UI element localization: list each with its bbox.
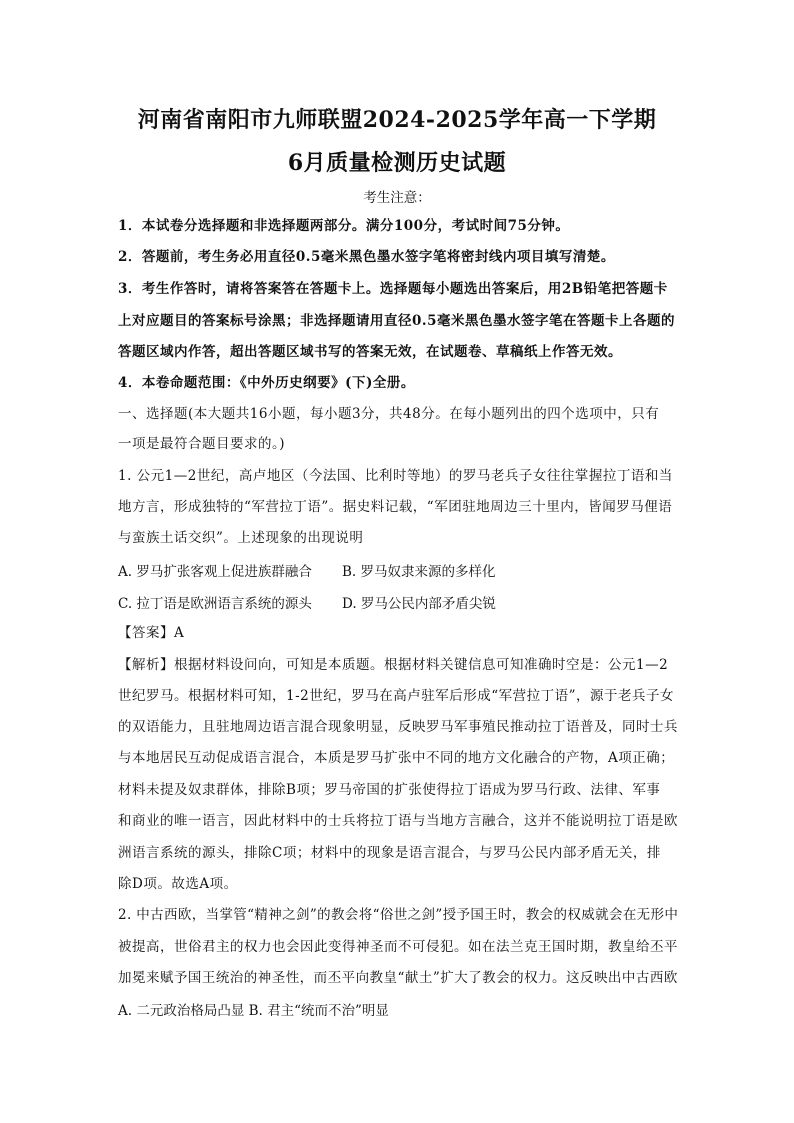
notice-item: 3．考生作答时，请将答案答在答题卡上。选择题每小题选出答案后，用2B铅笔把答题卡 [118,281,668,297]
question-1-option-d: D. 罗马公民内部矛盾尖锐 [342,596,496,612]
question-2-stem: 加冕来赋予国王统治的神圣性，而丕平向教皇“献土”扩大了教会的权力。这反映出中古西欧 [118,970,678,986]
question-1-analysis: 材料未提及奴隶群体，排除B项；罗马帝国的扩张使得拉丁语成为罗马行政、法律、军事 [118,782,661,798]
question-1-analysis: 世纪罗马。根据材料可知，1-2世纪，罗马在高卢驻军后形成“军营拉丁语”，源于老兵子女 [118,688,675,704]
question-2-stem: 被提高，世俗君主的权力也会因此变得神圣而不可侵犯。如在法兰克王国时期，教皇给丕平 [118,939,678,955]
notice-heading: 考生注意： [363,190,431,206]
question-1-stem: 1. 公元1—2世纪，高卢地区（今法国、比利时等地）的罗马老兵子女往往掌握拉丁语和当 [118,468,673,484]
question-1-analysis: 除D项。故选A项。 [118,876,238,892]
notice-item: 2．答题前，考生务必用直径0.5毫米黑色墨水签字笔将密封线内项目填写清楚。 [118,249,615,265]
notice-item: 答题区域内作答，超出答题区域书写的答案无效，在试题卷、草稿纸上作答无效。 [118,344,622,360]
question-1-analysis: 洲语言系统的源头，排除C项；材料中的现象是语言混合，与罗马公民内部矛盾无关，排 [118,845,661,861]
section-heading: 一项是最符合题目要求的。) [118,436,286,452]
question-1-stem: 地方言，形成独特的“军营拉丁语”。据史料记载，“军团驻地周边三十里内，皆闻罗马俚语 [118,499,673,515]
question-2-stem: 2. 中古西欧，当掌管“精神之剑”的教会将“俗世之剑”授予国王时，教会的权威就会在无形中 [118,907,679,923]
question-1-analysis: 的双语能力，且驻地周边语言混合现象明显，反映罗马军事殖民推动拉丁语普及，同时士兵 [118,719,678,735]
question-1-option-b: B. 罗马奴隶来源的多样化 [342,564,496,580]
document-title-line1: 河南省南阳市九师联盟2024-2025学年高一下学期 [137,107,657,133]
notice-item: 1．本试卷分选择题和非选择题两部分。满分100分，考试时间75分钟。 [118,218,570,234]
question-2-options: A. 二元政治格局凸显 B. 君主“统而不治”明显 [118,1003,389,1019]
question-1-analysis: 【解析】根据材料设问向，可知是本质题。根据材料关键信息可知准确时空是：公元1—2 [118,657,669,673]
notice-item: 4．本卷命题范围：《中外历史纲要》(下)全册。 [118,375,415,391]
question-1-option-c: C. 拉丁语是欧洲语言系统的源头 [118,596,312,612]
question-1-analysis: 和商业的唯一语言，因此材料中的士兵将拉丁语与当地方言融合，这并不能说明拉丁语是欧 [118,813,678,829]
question-1-answer: 【答案】A [118,625,185,641]
document-title-line2: 6月质量检测历史试题 [287,150,507,176]
notice-item: 上对应题目的答案标号涂黑；非选择题请用直径0.5毫米黑色墨水签字笔在答题卡上各题的 [118,313,675,329]
question-1-analysis: 与本地居民互动促成语言混合，本质是罗马扩张中不同的地方文化融合的产物，A项正确； [118,750,675,766]
section-heading: 一、选择题(本大题共16小题，每小题3分，共48分。在每小题列出的四个选项中，只有 [118,406,660,422]
question-1-option-a: A. 罗马扩张客观上促进族群融合 [118,564,312,580]
question-1-stem: 与蛮族土话交织”。上述现象的出现说明 [118,530,364,546]
